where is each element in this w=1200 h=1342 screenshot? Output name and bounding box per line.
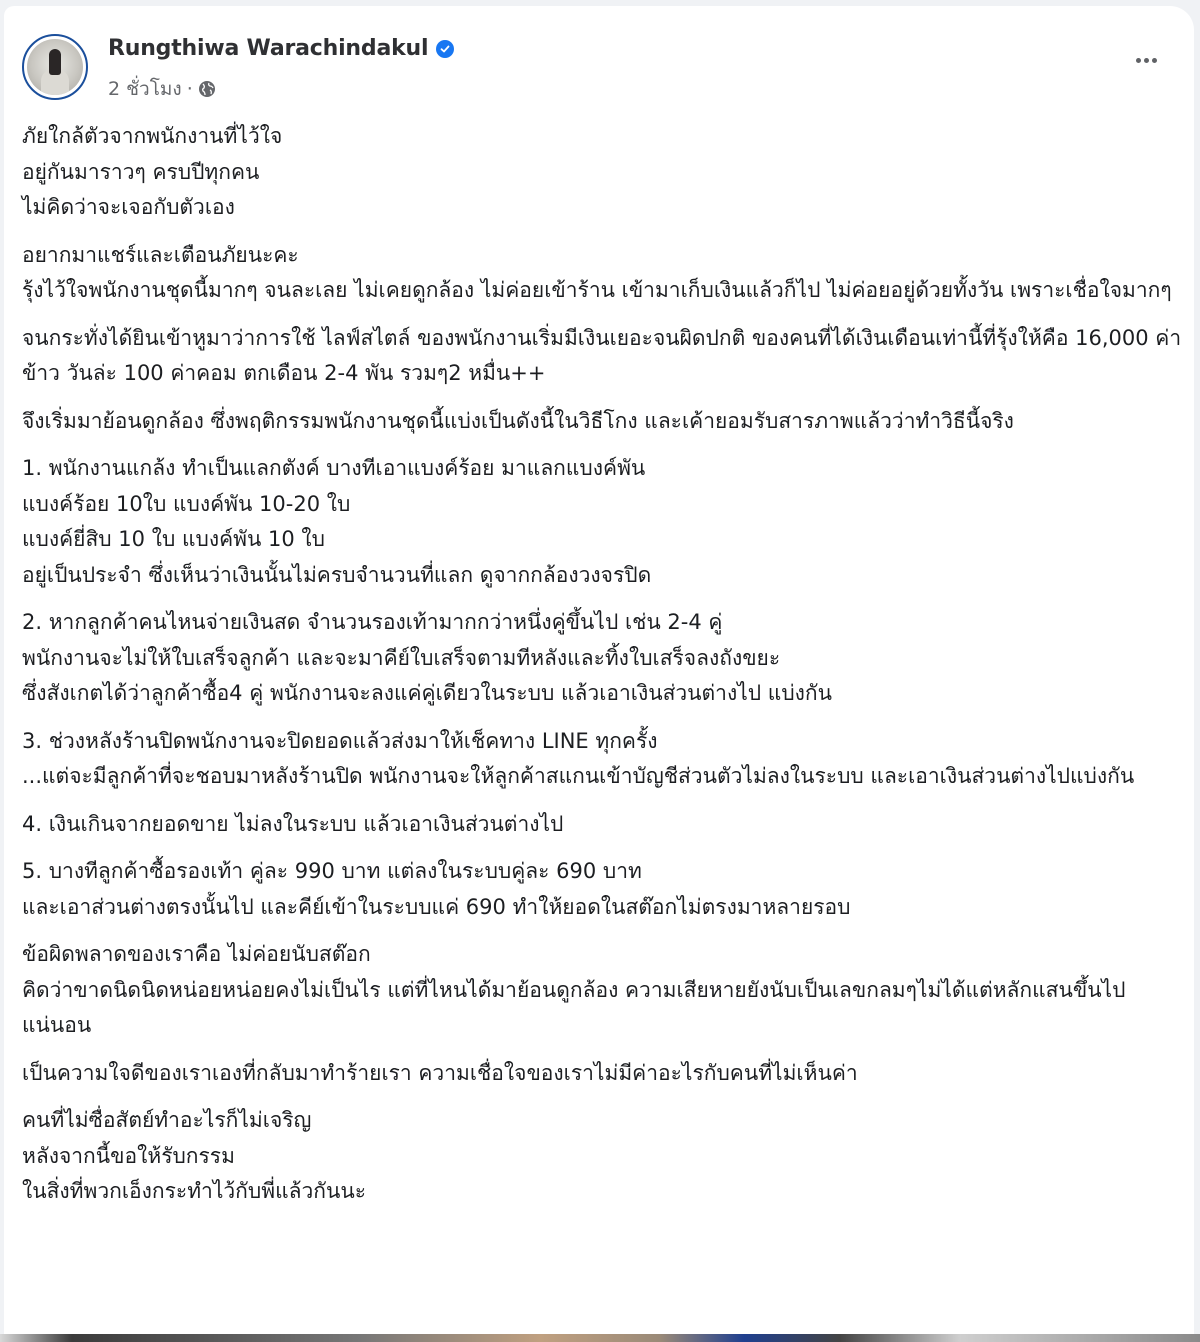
more-dot <box>1152 58 1157 63</box>
text-line: 3. ช่วงหลังร้านปิดพนักงานจะปิดยอดแล้วส่งมาให้เช็คทาง LINE ทุกครั้ง <box>22 728 658 753</box>
text-line: และเอาส่วนต่างตรงนั้นไป และคีย์เข้าในระบบแค่ 690 ทำให้ยอดในสต๊อกไม่ตรงมาหลายรอบ <box>22 894 851 919</box>
profile-photo-icon <box>27 39 83 95</box>
text-line: อยู่เป็นประจำ ซึ่งเห็นว่าเงินนั้นไม่ครบจำนวนที่แลก ดูจากกล้องวงจรปิด <box>22 562 652 587</box>
meta-separator: · <box>186 78 193 100</box>
text-line: คิดว่าขาดนิดนิดหน่อยหน่อยคงไม่เป็นไร แต่ที่ไหนได้มาย้อนดูกล้อง ความเสียหายยังนับเป็นเลขกลมๆไม่ได้แต่หลักแสนขึ้นไปแน่นอน <box>22 977 1126 1037</box>
post-header <box>22 28 1182 108</box>
text-line: คนที่ไม่ซื่อสัตย์ทำอะไรก็ไม่เจริญ <box>22 1108 312 1132</box>
text-line: แบงค์ร้อย 10ใบ แบงค์พัน 10-20 ใบ <box>22 491 351 516</box>
paragraph-mistake <box>22 937 1187 1044</box>
list-item-1 <box>22 451 1187 593</box>
list-item-3 <box>22 724 1187 795</box>
text-line: ไม่คิดว่าจะเจอกับตัวเอง <box>22 195 235 219</box>
text-line: ...แต่จะมีลูกค้าที่จะชอบมาหลังร้านปิด พนักงานจะให้ลูกค้าสแกนเข้าบัญชีส่วนตัวไม่ลงในระบบ และเอาเงินส่วนต่างไปแบ่งกัน <box>22 764 1135 788</box>
paragraph-intro <box>22 119 1187 226</box>
post-meta <box>108 74 216 104</box>
text-line: 1. พนักงานแกล้ง ทำเป็นแลกตังค์ บางทีเอาแบงค์ร้อย มาแลกแบงค์พัน <box>22 456 646 480</box>
text-line: ข้อผิดพลาดของเราคือ ไม่ค่อยนับสต๊อก <box>22 942 371 966</box>
more-options-button[interactable] <box>1126 48 1166 72</box>
text-line: พนักงานจะไม่ให้ใบเสร็จลูกค้า และจะมาคีย์ใบเสร็จตามทีหลังและทิ้งใบเสร็จลงถังขยะ <box>22 645 781 670</box>
text-line: หลังจากนี้ขอให้รับกรรม <box>22 1143 235 1168</box>
list-item-2 <box>22 605 1187 712</box>
post-timestamp[interactable]: 2 ชั่วโมง <box>108 78 182 100</box>
more-dot <box>1144 58 1149 63</box>
list-item-4 <box>22 807 1187 843</box>
paragraph-warning <box>22 238 1187 309</box>
text-line: 2. หากลูกค้าคนไหนจ่ายเงินสด จำนวนรองเท้ามากกว่าหนึ่งคู่ขึ้นไป เช่น 2-4 คู่ <box>22 610 723 634</box>
text-line: แบงค์ยี่สิบ 10 ใบ แบงค์พัน 10 ใบ <box>22 527 325 551</box>
text-line: จึงเริ่มมาย้อนดูกล้อง ซึ่งพฤติกรรมพนักงานชุดนี้แบ่งเป็นดังนี้ในวิธีโกง และเค้ายอมรับสารภาพแล้วว่าทำวิธีนี้จริง <box>22 408 1014 433</box>
post-text <box>22 119 1187 1222</box>
text-line: ในสิ่งที่พวกเอ็งกระทำไว้กับพี่แล้วกันนะ <box>22 1179 366 1203</box>
verified-badge-icon <box>436 40 454 58</box>
list-item-5 <box>22 854 1187 925</box>
text-line: 5. บางทีลูกค้าซื้อรองเท้า คู่ละ 990 บาท แต่ลงในระบบคู่ละ 690 บาท <box>22 859 642 883</box>
globe-icon[interactable] <box>198 80 216 98</box>
paragraph-closing <box>22 1103 1187 1210</box>
text-line: ภัยใกล้ตัวจากพนักงานที่ไว้ใจ <box>22 124 283 148</box>
post-media-preview[interactable] <box>0 1334 1200 1342</box>
author-row <box>108 36 454 61</box>
text-line: 4. เงินเกินจากยอดขาย ไม่ลงในระบบ แล้วเอาเงินส่วนต่างไป <box>22 811 564 836</box>
text-line: เป็นความใจดีของเราเองที่กลับมาทำร้ายเรา ความเชื่อใจของเราไม่มีค่าอะไรกับคนที่ไม่เห็นค่า <box>22 1060 858 1085</box>
avatar[interactable] <box>22 34 88 100</box>
text-line: อยู่กันมาราวๆ ครบปีทุกคน <box>22 159 260 184</box>
text-line: จนกระทั่งได้ยินเข้าหูมาว่าการใช้ ไลฟ์สไตล์ ของพนักงานเริ่มมีเงินเยอะจนผิดปกติ ของคนที่ได้เงินเดือนเท่านี้ที่รุ้งให้คือ 16,000 ค่าข้าว วันล่ะ 100 ค่าคอม ตกเดือน 2-4 พัน รวมๆ2 หมื่น++ <box>22 325 1182 385</box>
paragraph-kindness <box>22 1056 1187 1092</box>
post-card <box>4 6 1194 1342</box>
author-name[interactable]: Rungthiwa Warachindakul <box>108 36 429 61</box>
text-line: ซึ่งสังเกตได้ว่าลูกค้าซื้อ4 คู่ พนักงานจะลงแค่คู่เดียวในระบบ แล้วเอาเงินส่วนต่างไป แบ่งกัน <box>22 681 832 705</box>
text-line: อยากมาแชร์และเตือนภัยนะคะ <box>22 242 299 267</box>
paragraph-camera <box>22 404 1187 440</box>
paragraph-lifestyle <box>22 321 1187 392</box>
more-horizontal-icon <box>1136 58 1141 63</box>
text-line: รุ้งไว้ใจพนักงานชุดนี้มากๆ จนละเลย ไม่เคยดูกล้อง ไม่ค่อยเข้าร้าน เข้ามาเก็บเงินแล้วก็ไป ไม่ค่อยอยู่ด้วยทั้งวัน เพราะเชื่อใจมากๆ <box>22 278 1172 302</box>
